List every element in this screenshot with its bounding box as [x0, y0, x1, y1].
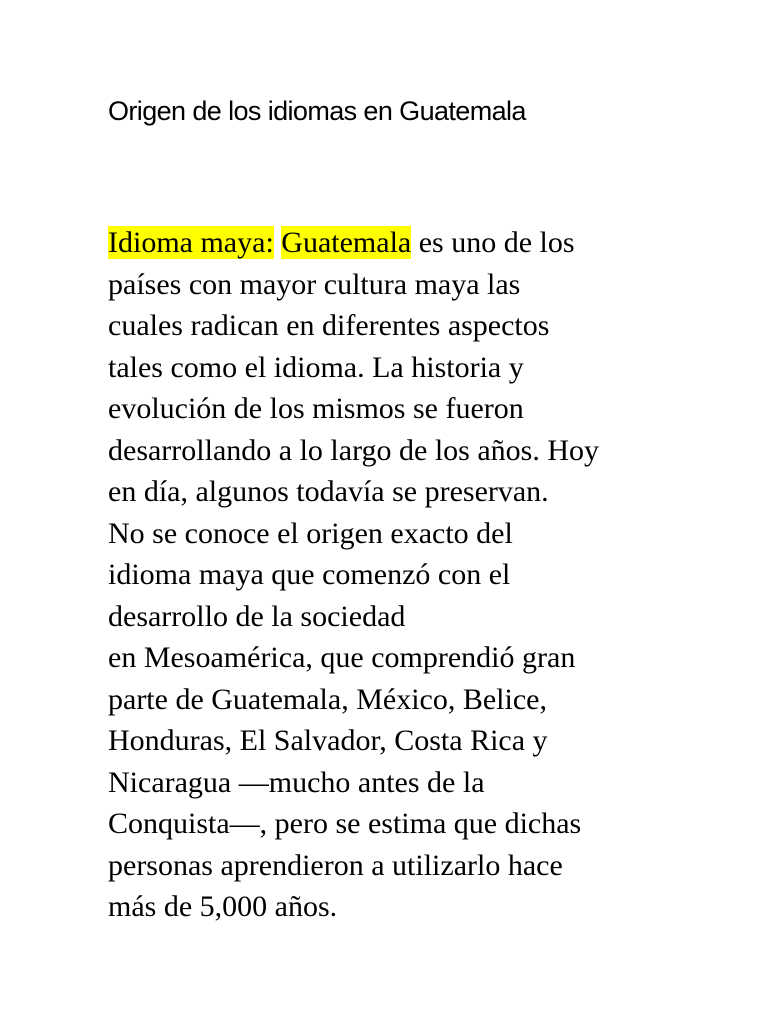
text-line: desarrollo de la sociedad: [108, 599, 406, 633]
page-title: Origen de los idiomas en Guatemala: [108, 96, 526, 126]
text-line: Honduras, El Salvador, Costa Rica y: [108, 724, 548, 757]
text-line: países con mayor cultura maya las: [108, 267, 521, 301]
text-line: No se conoce el origen exacto del: [108, 516, 513, 550]
text-line: Conquista—, pero se estima que dichas: [108, 807, 582, 840]
text-line: parte de Guatemala, México, Belice,: [108, 682, 547, 716]
text-fragment: es uno de los: [411, 226, 575, 259]
text-line: cuales radican en diferentes aspectos: [108, 309, 550, 342]
text-line: evolución de los mismos se fueron: [108, 392, 524, 425]
document-body: [108, 222, 708, 928]
highlighted-country: Guatemala: [281, 226, 412, 259]
highlighted-term: Idioma maya:: [108, 226, 274, 259]
text-line: desarrollando a lo largo de los años. Hoy: [108, 433, 600, 467]
text-line: tales como el idioma. La historia y: [108, 350, 524, 384]
text-line: más de 5,000 años.: [108, 890, 338, 923]
text-line: en día, algunos todavía se preservan.: [108, 475, 549, 508]
text-line: [108, 222, 708, 264]
text-line: idioma maya que comenzó con el: [108, 558, 511, 591]
text-line: Nicaragua —mucho antes de la: [108, 765, 485, 799]
text-line: personas aprendieron a utilizarlo hace: [108, 848, 563, 882]
text-line: en Mesoamérica, que comprendió gran: [108, 641, 576, 674]
